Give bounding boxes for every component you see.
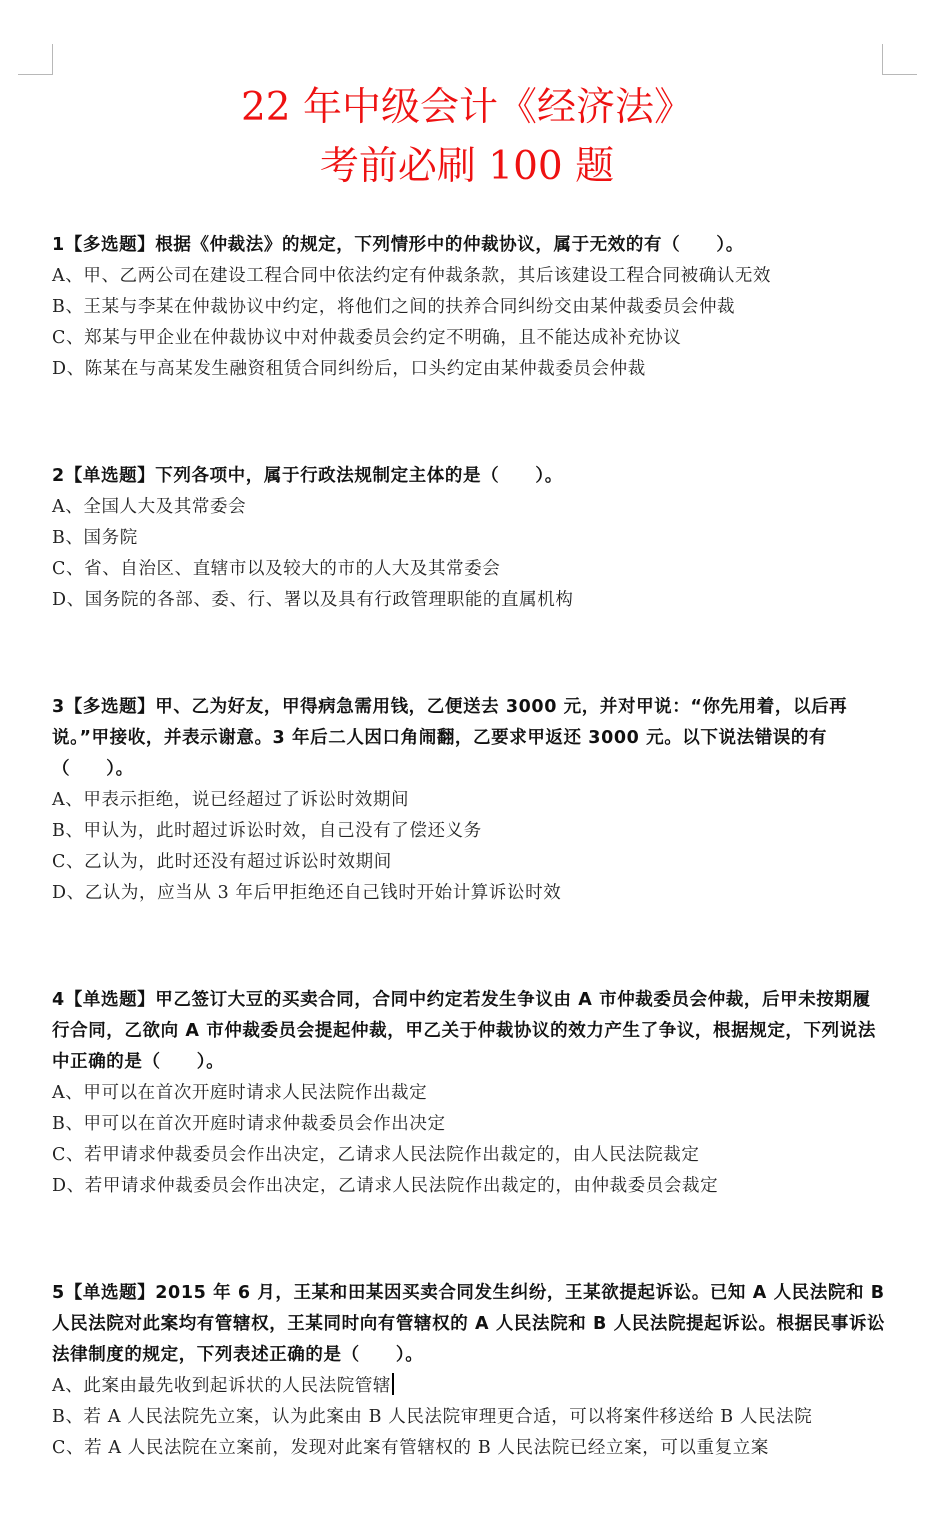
option-a[interactable] — [52, 1371, 888, 1402]
document-subtitle: 考前必刷 100 题 — [319, 144, 615, 189]
option-d: D、陈某在与高某发生融资租赁合同纠纷后，口头约定由某仲裁委员会仲裁 — [52, 359, 646, 379]
option-d: D、乙认为，应当从 3 年后甲拒绝还自己钱时开始计算诉讼时效 — [52, 883, 562, 903]
page-corner-mark-top-right — [882, 44, 917, 75]
option-a: A、甲、乙两公司在建设工程合同中依法约定有仲裁条款，其后该建设工程合同被确认无效 — [52, 266, 772, 286]
option-b: B、甲认为，此时超过诉讼时效，自己没有了偿还义务 — [52, 821, 482, 841]
option-a-text: A、此案由最先收到起诉状的人民法院管辖 — [52, 1376, 392, 1396]
option-a: A、甲表示拒绝，说已经超过了诉讼时效期间 — [52, 790, 410, 810]
option-c: C、若甲请求仲裁委员会作出决定，乙请求人民法院作出裁定的，由人民法院裁定 — [52, 1145, 700, 1165]
question-stem: 1【多选题】根据《仲裁法》的规定，下列情形中的仲裁协议，属于无效的有（ ）。 — [52, 235, 744, 255]
option-b: B、甲可以在首次开庭时请求仲裁委员会作出决定 — [52, 1114, 446, 1134]
question-stem: 2【单选题】下列各项中，属于行政法规制定主体的是（ ）。 — [52, 466, 563, 486]
question-stem: 4【单选题】甲乙签订大豆的买卖合同，合同中约定若发生争议由 A 市仲裁委员会仲裁，后甲未按期履行合同，乙欲向 A 市仲裁委员会提起仲裁，甲乙关于仲裁协议的效力产生了争议，根据规定，下列说法中正确的是（ ）。 — [52, 990, 876, 1072]
option-b: B、若 A 人民法院先立案，认为此案由 B 人民法院审理更合适，可以将案件移送给 B 人民法院 — [52, 1407, 813, 1427]
question-list — [52, 230, 888, 1540]
question-1 — [52, 230, 888, 385]
question-stem: 3【多选题】甲、乙为好友，甲得病急需用钱，乙便送去 3000 元，并对甲说：“你先用着，以后再说。”甲接收，并表示谢意。3 年后二人因口角闹翻，乙要求甲返还 3000 元。以下说法错误的有（ ）。 — [52, 697, 848, 779]
option-d: D、国务院的各部、委、行、署以及具有行政管理职能的直属机构 — [52, 590, 574, 610]
document-title: 22 年中级会计《经济法》 — [240, 85, 694, 130]
page-corner-mark-top-left — [18, 44, 53, 75]
question-4 — [52, 985, 888, 1202]
question-stem: 5【单选题】2015 年 6 月，王某和田某因买卖合同发生纠纷，王某欲提起诉讼。已知 A 人民法院和 B 人民法院对此案均有管辖权，王某同时向有管辖权的 A 人民法院和 B 人民法院提起诉讼。根据民事诉讼法律制度的规定，下列表述正确的是（ ）。 — [52, 1283, 886, 1365]
option-a: A、全国人大及其常委会 — [52, 497, 247, 517]
question-3 — [52, 692, 888, 909]
option-b: B、王某与李某在仲裁协议中约定，将他们之间的扶养合同纠纷交由某仲裁委员会仲裁 — [52, 297, 736, 317]
question-5 — [52, 1278, 888, 1464]
option-c: C、省、自治区、直辖市以及较大的市的人大及其常委会 — [52, 559, 501, 579]
option-a: A、甲可以在首次开庭时请求人民法院作出裁定 — [52, 1083, 428, 1103]
option-c: C、郑某与甲企业在仲裁协议中对仲裁委员会约定不明确，且不能达成补充协议 — [52, 328, 682, 348]
option-c: C、乙认为，此时还没有超过诉讼时效期间 — [52, 852, 392, 872]
option-c: C、若 A 人民法院在立案前，发现对此案有管辖权的 B 人民法院已经立案，可以重复立案 — [52, 1438, 769, 1458]
option-b: B、国务院 — [52, 528, 138, 548]
option-d: D、若甲请求仲裁委员会作出决定，乙请求人民法院作出裁定的，由仲裁委员会裁定 — [52, 1176, 719, 1196]
text-cursor — [392, 1373, 394, 1395]
question-2 — [52, 461, 888, 616]
